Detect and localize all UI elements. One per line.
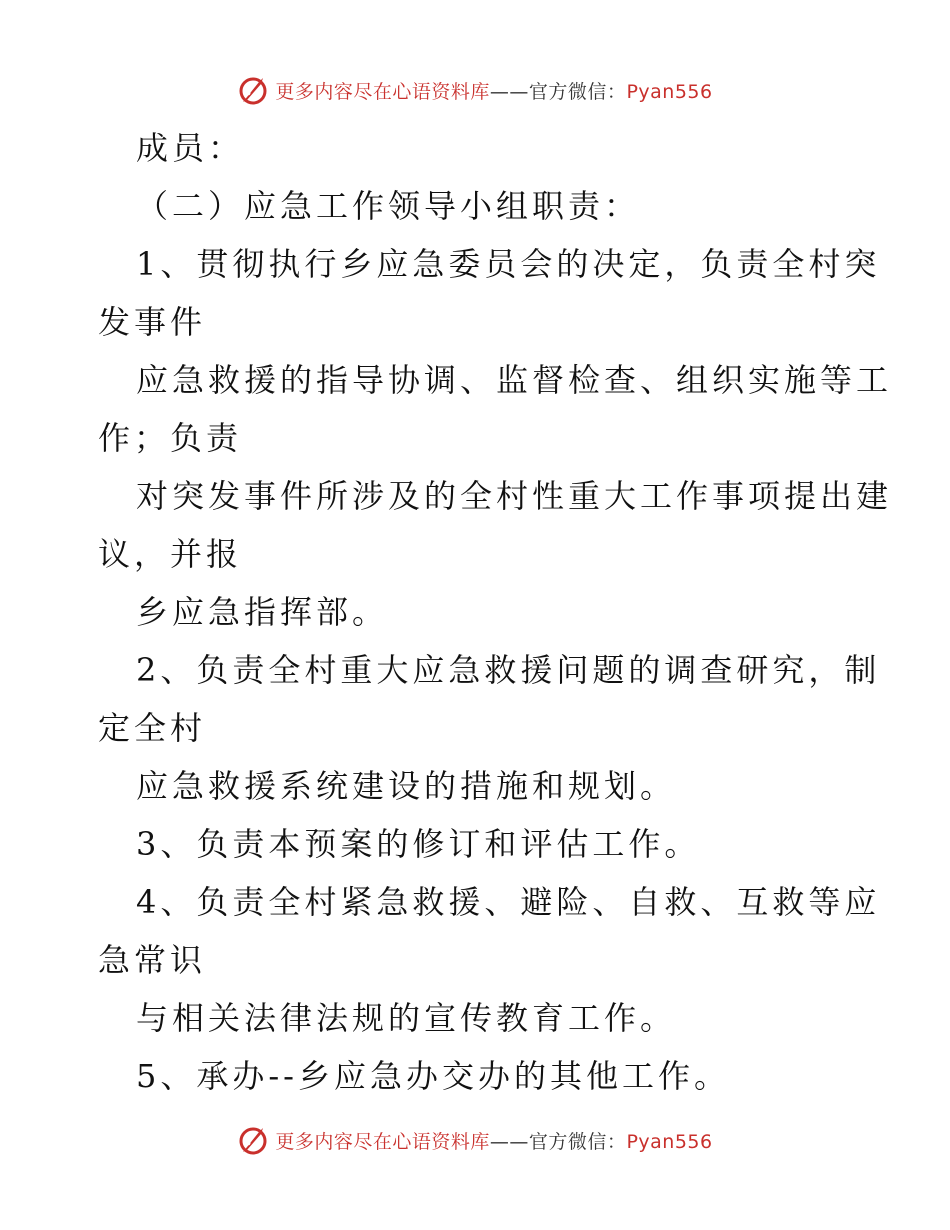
text-line: 2、负责全村重大应急救援问题的调查研究，制 <box>136 651 881 689</box>
text-line: 5、承办--乡应急办交办的其他工作。 <box>136 1057 730 1095</box>
banner-account: Pyan556 <box>626 1130 713 1153</box>
banner-dash: —— <box>489 80 529 103</box>
text-line: 与相关法律法规的宣传教育工作。 <box>136 999 677 1037</box>
text-line: 应急救援的指导协调、监督检查、组织实施等工 <box>136 361 893 399</box>
text-line: 作；负责 <box>98 419 243 457</box>
banner-wechat-label: 官方微信： <box>528 80 627 103</box>
text-line: 4、负责全村紧急救援、避险、自救、互救等应 <box>136 883 881 921</box>
text-line: 乡应急指挥部。 <box>136 593 389 631</box>
text-line: 对突发事件所涉及的全村性重大工作事项提出建 <box>136 477 893 515</box>
text-line: 定全村 <box>98 709 207 747</box>
text-line: 1、贯彻执行乡应急委员会的决定，负责全村突 <box>136 245 881 283</box>
text-line: 3、负责本预案的修订和评估工作。 <box>136 825 701 863</box>
banner-text <box>275 77 712 104</box>
text-line: 应急救援系统建设的措施和规划。 <box>136 767 677 805</box>
banner-wechat-label: 官方微信： <box>528 1130 627 1153</box>
quill-logo-icon <box>237 1124 269 1156</box>
footer-banner <box>0 1120 950 1160</box>
banner-text <box>275 1127 712 1154</box>
quill-logo-icon <box>237 74 269 106</box>
text-line: 急常识 <box>98 941 207 979</box>
banner-site-name: 更多内容尽在心语资料库 <box>275 1130 490 1153</box>
text-line: 成员： <box>136 129 245 167</box>
banner-account: Pyan556 <box>626 80 713 103</box>
text-line: （二）应急工作领导小组职责： <box>136 187 641 225</box>
banner-dash: —— <box>489 1130 529 1153</box>
text-line: 议，并报 <box>98 535 243 573</box>
header-banner <box>0 70 950 110</box>
text-line: 发事件 <box>98 303 207 341</box>
banner-site-name: 更多内容尽在心语资料库 <box>275 80 490 103</box>
